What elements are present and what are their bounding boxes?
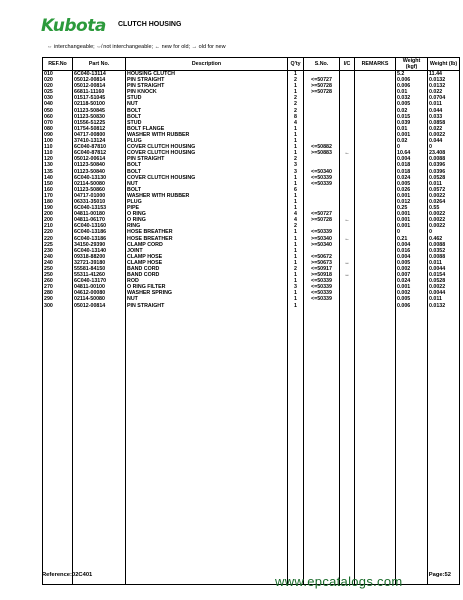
weight-kgf-cell: 0.01 [396, 89, 428, 95]
ic-cell: ← [340, 236, 355, 242]
part-no-cell: 01556-51225 [73, 120, 126, 126]
weight-kgf-cell: 0.004 [396, 156, 428, 162]
col-remarks: REMARKS [355, 58, 396, 71]
part-no-cell: 02118-50100 [73, 101, 126, 107]
ref-no-cell: 010 [43, 71, 73, 78]
watermark: www.epcatalogs.com [275, 574, 403, 589]
sno-cell: <=50339 [304, 181, 340, 187]
weight-lb-cell: 0.0022 [428, 223, 460, 229]
qty-cell: 1 [288, 303, 304, 309]
part-no-cell: 01123-50860 [73, 187, 126, 193]
page-title: CLUTCH HOUSING [118, 21, 182, 28]
part-no-cell: 34150-29390 [73, 242, 126, 248]
empty-cell [288, 309, 304, 585]
qty-cell: 1 [288, 272, 304, 278]
weight-lb-cell: 0.0022 [428, 217, 460, 223]
ref-no-cell: 140 [43, 175, 73, 181]
qty-cell: 1 [288, 132, 304, 138]
weight-lb-cell: 0.0132 [428, 83, 460, 89]
weight-lb-cell: 0.462 [428, 236, 460, 242]
col-sno: S.No. [304, 58, 340, 71]
description-cell: PIN STRAIGHT [126, 83, 288, 89]
legend-not-interchangeable: ⇎ not interchangeable; [96, 44, 154, 50]
weight-kgf-cell: 0.02 [396, 108, 428, 114]
qty-cell: 1 [288, 71, 304, 78]
sno-cell: <=50339 [304, 229, 340, 235]
empty-cell [355, 309, 396, 585]
ref-no-cell: 180 [43, 199, 73, 205]
sno-cell: <=50339 [304, 290, 340, 296]
weight-kgf-cell: 0.006 [396, 83, 428, 89]
ref-no-cell: 250 [43, 272, 73, 278]
description-cell: PLUG [126, 138, 288, 144]
weight-lb-cell: 0.0132 [428, 77, 460, 83]
weight-kgf-cell: 0.024 [396, 278, 428, 284]
weight-kgf-cell: 0.002 [396, 266, 428, 272]
part-no-cell: 04811-00180 [73, 211, 126, 217]
part-no-cell: 04717-01000 [73, 193, 126, 199]
ref-no-cell: 050 [43, 108, 73, 114]
weight-lb-cell: 0.0132 [428, 303, 460, 309]
empty-cell [304, 309, 340, 585]
weight-lb-cell: 0.55 [428, 205, 460, 211]
sno-cell: >=50728 [304, 89, 340, 95]
col-weight-kgf: Weight (kgf) [396, 58, 428, 71]
description-cell: BOLT [126, 169, 288, 175]
ref-no-cell: 300 [43, 303, 73, 309]
part-no-cell: 6C040-13153 [73, 205, 126, 211]
part-no-cell: 55311-41260 [73, 272, 126, 278]
sno-cell: <=50727 [304, 77, 340, 83]
description-cell: PIN STRAIGHT [126, 77, 288, 83]
qty-cell: 1 [288, 150, 304, 156]
weight-kgf-cell: 0.001 [396, 211, 428, 217]
ref-no-cell: 100 [43, 138, 73, 144]
part-no-cell: 6C040-13114 [73, 71, 126, 78]
col-ref-no: REF.No [43, 58, 73, 71]
table-header-row [43, 58, 460, 71]
sno-cell: >=50673 [304, 260, 340, 266]
weight-lb-cell: 0.022 [428, 126, 460, 132]
weight-kgf-cell: 0.005 [396, 101, 428, 107]
weight-lb-cell: 0.0858 [428, 120, 460, 126]
sno-cell: >=50728 [304, 83, 340, 89]
part-no-cell: 01754-50812 [73, 126, 126, 132]
qty-cell: 1 [288, 126, 304, 132]
ref-no-cell: 240 [43, 260, 73, 266]
qty-cell: 2 [288, 223, 304, 229]
qty-cell: 4 [288, 120, 304, 126]
part-no-cell: 05012-00814 [73, 303, 126, 309]
part-no-cell: 6C040-13160 [73, 223, 126, 229]
description-cell: JOINT [126, 248, 288, 254]
ref-no-cell: 260 [43, 278, 73, 284]
weight-kgf-cell: 0.039 [396, 120, 428, 126]
qty-cell: 2 [288, 156, 304, 162]
ref-no-cell: 170 [43, 193, 73, 199]
weight-kgf-cell: 0.007 [396, 272, 428, 278]
sno-cell: <=50727 [304, 211, 340, 217]
part-no-cell: 01123-50830 [73, 114, 126, 120]
weight-kgf-cell: 0.015 [396, 114, 428, 120]
weight-lb-cell: 0.0022 [428, 132, 460, 138]
weight-lb-cell: 0.0022 [428, 284, 460, 290]
description-cell: BOLT [126, 162, 288, 168]
ref-no-cell: 270 [43, 284, 73, 290]
description-cell: WASHER WITH RUBBER [126, 193, 288, 199]
qty-cell: 1 [288, 278, 304, 284]
qty-cell: 1 [288, 181, 304, 187]
empty-cell [340, 309, 355, 585]
weight-lb-cell: 0.044 [428, 138, 460, 144]
description-cell: PLUG [126, 199, 288, 205]
part-no-cell: 6C040-13186 [73, 236, 126, 242]
description-cell: ROD [126, 278, 288, 284]
qty-cell: 3 [288, 169, 304, 175]
qty-cell: 2 [288, 108, 304, 114]
sno-cell: <=50917 [304, 266, 340, 272]
qty-cell: 1 [288, 296, 304, 302]
sno-cell [304, 71, 340, 78]
ref-no-cell: 130 [43, 162, 73, 168]
sno-cell: <=50339 [304, 175, 340, 181]
ic-cell: ← [340, 150, 355, 156]
col-weight-lb: Weight (lb) [428, 58, 460, 71]
part-no-cell: 05012-00814 [73, 83, 126, 89]
ref-no-cell: 030 [43, 95, 73, 101]
weight-kgf-cell: 0.21 [396, 236, 428, 242]
part-no-cell: 02114-50080 [73, 296, 126, 302]
ref-no-cell: 040 [43, 101, 73, 107]
description-cell: NUT [126, 296, 288, 302]
weight-kgf-cell: 0 [396, 144, 428, 150]
description-cell: BOLT [126, 114, 288, 120]
weight-lb-cell: 0.0022 [428, 211, 460, 217]
part-no-cell: 04811-06170 [73, 217, 126, 223]
weight-lb-cell: 0.011 [428, 101, 460, 107]
ref-no-cell: 210 [43, 223, 73, 229]
weight-kgf-cell: 0.005 [396, 181, 428, 187]
description-cell: HOSE BREATHER [126, 236, 288, 242]
weight-lb-cell: 0.0528 [428, 175, 460, 181]
weight-kgf-cell: 0.001 [396, 223, 428, 229]
ref-no-cell: 160 [43, 187, 73, 193]
weight-lb-cell: 11.44 [428, 71, 460, 78]
description-cell: CLAMP HOSE [126, 260, 288, 266]
sno-cell: >=50883 [304, 150, 340, 156]
description-cell: O RING [126, 211, 288, 217]
weight-lb-cell: 0.0154 [428, 272, 460, 278]
empty-cell [126, 309, 288, 585]
weight-kgf-cell: 0.005 [396, 296, 428, 302]
qty-cell: 2 [288, 95, 304, 101]
remarks-cell [355, 71, 396, 78]
ref-no-cell: 150 [43, 181, 73, 187]
weight-kgf-cell: 0.002 [396, 290, 428, 296]
qty-cell: 1 [288, 236, 304, 242]
part-no-cell: 6C040-13170 [73, 278, 126, 284]
ref-no-cell: 110 [43, 144, 73, 150]
kubota-logo: Kubota [41, 16, 106, 36]
description-cell: BOLT [126, 187, 288, 193]
sno-cell: >=50918 [304, 272, 340, 278]
part-no-cell: 04717-00800 [73, 132, 126, 138]
description-cell: CLAMP CORD [126, 242, 288, 248]
description-cell: COVER CLUTCH HOUSING [126, 150, 288, 156]
part-no-cell: 01123-50845 [73, 108, 126, 114]
weight-lb-cell: 0.044 [428, 108, 460, 114]
legend-old-for-new: → old for new [191, 44, 226, 50]
weight-lb-cell: 0 [428, 144, 460, 150]
table-row [43, 71, 460, 78]
col-ic: I/C [340, 58, 355, 71]
qty-cell: 2 [288, 266, 304, 272]
parts-table [42, 57, 460, 585]
sno-cell: >=50728 [304, 217, 340, 223]
part-no-cell: 6C040-13186 [73, 229, 126, 235]
qty-cell: 1 [288, 290, 304, 296]
description-cell: COVER CLUTCH HOUSING [126, 144, 288, 150]
weight-kgf-cell: 0.006 [396, 303, 428, 309]
part-no-cell: 37410-13124 [73, 138, 126, 144]
description-cell: STUD [126, 95, 288, 101]
ref-no-cell: 020 [43, 77, 73, 83]
qty-cell: 1 [288, 199, 304, 205]
weight-lb-cell: 0.0528 [428, 278, 460, 284]
empty-cell [73, 309, 126, 585]
ref-no-cell: 060 [43, 114, 73, 120]
ref-no-cell: 120 [43, 156, 73, 162]
qty-cell: 1 [288, 175, 304, 181]
weight-kgf-cell: 0.006 [396, 77, 428, 83]
weight-kgf-cell: 0.25 [396, 205, 428, 211]
weight-lb-cell: 0.0396 [428, 162, 460, 168]
description-cell: BAND CORD [126, 266, 288, 272]
weight-kgf-cell: 0 [396, 229, 428, 235]
description-cell: HOUSING CLUTCH [126, 71, 288, 78]
sno-cell: >=50340 [304, 236, 340, 242]
weight-kgf-cell: 0.001 [396, 193, 428, 199]
ref-no-cell: 020 [43, 83, 73, 89]
part-no-cell: 32721-39180 [73, 260, 126, 266]
ic-cell: ↔ [340, 260, 355, 266]
ref-no-cell: 110 [43, 150, 73, 156]
ref-no-cell: 200 [43, 217, 73, 223]
weight-lb-cell: 0.0044 [428, 290, 460, 296]
empty-cell [428, 309, 460, 585]
weight-kgf-cell: 0.018 [396, 169, 428, 175]
qty-cell: 4 [288, 217, 304, 223]
description-cell: BOLT [126, 108, 288, 114]
weight-lb-cell: 0.033 [428, 114, 460, 120]
ref-no-cell: 080 [43, 126, 73, 132]
ref-no-cell: 070 [43, 120, 73, 126]
part-no-cell: 6C040-87810 [73, 144, 126, 150]
weight-lb-cell: 0.0264 [428, 199, 460, 205]
qty-cell: 1 [288, 242, 304, 248]
ref-no-cell: 250 [43, 266, 73, 272]
ref-no-cell: 190 [43, 205, 73, 211]
qty-cell: 8 [288, 114, 304, 120]
qty-cell: 1 [288, 260, 304, 266]
part-no-cell: 05012-00614 [73, 156, 126, 162]
description-cell: PIN STRAIGHT [126, 303, 288, 309]
qty-cell: 4 [288, 211, 304, 217]
qty-cell: 1 [288, 144, 304, 150]
ref-no-cell: 135 [43, 169, 73, 175]
ref-no-cell: 220 [43, 236, 73, 242]
ic-cell: ← [340, 217, 355, 223]
qty-cell: 1 [288, 205, 304, 211]
qty-cell: 2 [288, 101, 304, 107]
weight-lb-cell: 0.0704 [428, 95, 460, 101]
weight-kgf-cell: 0.012 [396, 199, 428, 205]
qty-cell: 3 [288, 284, 304, 290]
description-cell: STUD [126, 120, 288, 126]
part-no-cell: 01123-50840 [73, 162, 126, 168]
description-cell: WASHER SPRING [126, 290, 288, 296]
weight-lb-cell: 0.0044 [428, 266, 460, 272]
description-cell: PIN KNOCK [126, 89, 288, 95]
description-cell: BAND CORD [126, 272, 288, 278]
weight-kgf-cell: 5.2 [396, 71, 428, 78]
weight-kgf-cell: 10.64 [396, 150, 428, 156]
ref-no-cell: 025 [43, 89, 73, 95]
qty-cell: 1 [288, 229, 304, 235]
description-cell: BOLT FLANGE [126, 126, 288, 132]
part-no-cell: 04811-00100 [73, 284, 126, 290]
qty-cell: 2 [288, 77, 304, 83]
empty-cell [43, 309, 73, 585]
qty-cell: 1 [288, 89, 304, 95]
qty-cell: 6 [288, 187, 304, 193]
part-no-cell: 04612-00080 [73, 290, 126, 296]
qty-cell: 1 [288, 193, 304, 199]
weight-kgf-cell: 0.004 [396, 242, 428, 248]
weight-lb-cell: 0.0088 [428, 254, 460, 260]
part-no-cell: 05012-00814 [73, 77, 126, 83]
qty-cell: 1 [288, 138, 304, 144]
description-cell: PIN STRAIGHT [126, 156, 288, 162]
weight-lb-cell: 0.0088 [428, 242, 460, 248]
weight-lb-cell: 0.022 [428, 89, 460, 95]
col-qty: Q'ty [288, 58, 304, 71]
qty-cell: 1 [288, 254, 304, 260]
weight-kgf-cell: 0.001 [396, 217, 428, 223]
part-no-cell: 55581-84150 [73, 266, 126, 272]
weight-lb-cell: 23.408 [428, 150, 460, 156]
weight-lb-cell: 0.0396 [428, 169, 460, 175]
sno-cell: <=50340 [304, 169, 340, 175]
legend-new-for-old: ← new for old; [154, 44, 191, 50]
description-cell: O RING FILTER [126, 284, 288, 290]
sno-cell: <=50339 [304, 296, 340, 302]
ref-no-cell: 090 [43, 132, 73, 138]
description-cell: NUT [126, 101, 288, 107]
qty-cell: 3 [288, 162, 304, 168]
weight-kgf-cell: 0.032 [396, 95, 428, 101]
weight-lb-cell: 0.0352 [428, 248, 460, 254]
part-no-cell: 09318-88200 [73, 254, 126, 260]
weight-lb-cell: 0.0088 [428, 156, 460, 162]
ref-no-cell: 220 [43, 229, 73, 235]
sno-cell: >=50340 [304, 242, 340, 248]
table-empty-space [43, 309, 460, 585]
description-cell: WASHER WITH RUBBER [126, 132, 288, 138]
description-cell: COVER CLUTCH HOUSING [126, 175, 288, 181]
interchange-legend [47, 44, 226, 50]
legend-interchangeable: ⇔ interchangeable; [47, 44, 95, 50]
description-cell: NUT [126, 181, 288, 187]
ref-no-cell: 230 [43, 248, 73, 254]
weight-kgf-cell: 0.026 [396, 187, 428, 193]
sno-cell: <=50339 [304, 284, 340, 290]
weight-lb-cell: 0.0022 [428, 193, 460, 199]
ic-cell [340, 71, 355, 78]
weight-kgf-cell: 0.02 [396, 138, 428, 144]
sno-cell: <=50672 [304, 254, 340, 260]
col-part-no: Part No. [73, 58, 126, 71]
description-cell: PIPE [126, 205, 288, 211]
weight-kgf-cell: 0.016 [396, 248, 428, 254]
part-no-cell: 6C040-13130 [73, 175, 126, 181]
sno-cell: <=50339 [304, 278, 340, 284]
weight-lb-cell: 0.0572 [428, 187, 460, 193]
weight-lb-cell: 0 [428, 229, 460, 235]
description-cell: CLAMP HOSE [126, 254, 288, 260]
description-cell: RING [126, 223, 288, 229]
ref-no-cell: 225 [43, 242, 73, 248]
weight-kgf-cell: 0.001 [396, 132, 428, 138]
part-no-cell: 02114-50080 [73, 181, 126, 187]
part-no-cell: 66811-11160 [73, 89, 126, 95]
weight-kgf-cell: 0.004 [396, 254, 428, 260]
part-no-cell: 06331-35010 [73, 199, 126, 205]
part-no-cell: 01123-50840 [73, 169, 126, 175]
qty-cell: 1 [288, 248, 304, 254]
weight-kgf-cell: 0.005 [396, 260, 428, 266]
weight-lb-cell: 0.011 [428, 181, 460, 187]
weight-kgf-cell: 0.01 [396, 126, 428, 132]
part-no-cell: 01517-51045 [73, 95, 126, 101]
col-description: Description [126, 58, 288, 71]
ref-no-cell: 280 [43, 290, 73, 296]
page-number: Page:52 [428, 572, 451, 578]
ic-cell: ↔ [340, 272, 355, 278]
empty-cell [396, 309, 428, 585]
description-cell: O RING [126, 217, 288, 223]
description-cell: HOSE BREATHER [126, 229, 288, 235]
part-no-cell: 6C040-87812 [73, 150, 126, 156]
reference-code: Reference:02C401 [42, 572, 93, 578]
weight-lb-cell: 0.011 [428, 296, 460, 302]
qty-cell: 1 [288, 83, 304, 89]
ref-no-cell: 290 [43, 296, 73, 302]
ref-no-cell: 240 [43, 254, 73, 260]
weight-kgf-cell: 0.001 [396, 284, 428, 290]
ref-no-cell: 200 [43, 211, 73, 217]
part-no-cell: 6C040-13140 [73, 248, 126, 254]
weight-kgf-cell: 0.024 [396, 175, 428, 181]
sno-cell: <=50882 [304, 144, 340, 150]
weight-kgf-cell: 0.018 [396, 162, 428, 168]
weight-lb-cell: 0.011 [428, 260, 460, 266]
